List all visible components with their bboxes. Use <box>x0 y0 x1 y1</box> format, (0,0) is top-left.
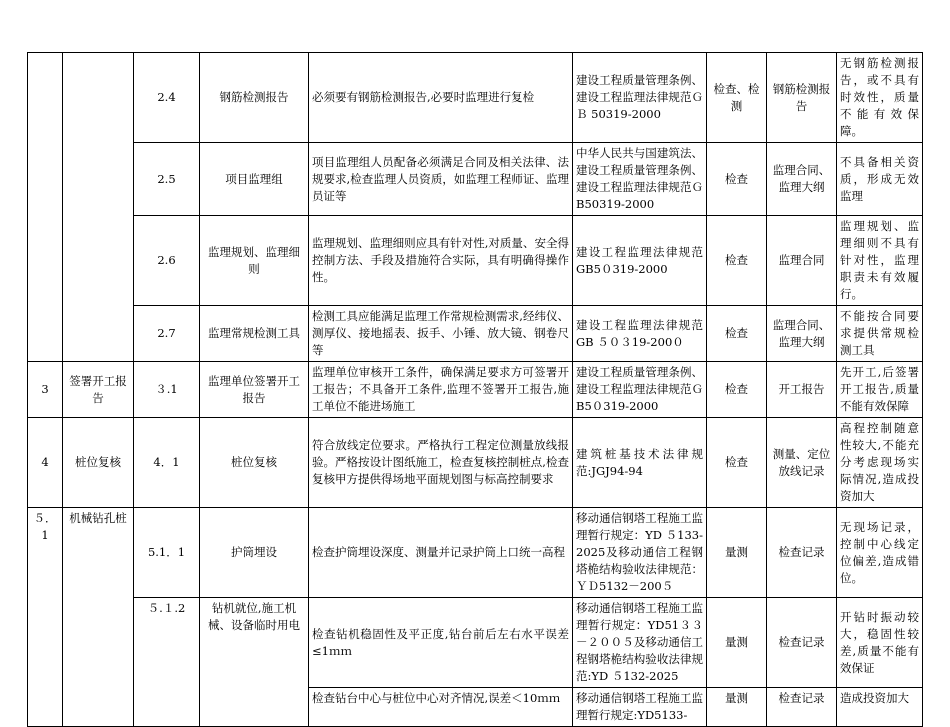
basis: 建设工程监理法律规范GB5０319-2000 <box>573 216 707 306</box>
record: 监理合同、监理大纲 <box>767 306 837 362</box>
method: 检查 <box>707 362 767 418</box>
risk: 高程控制随意性较大,不能充分考虑现场实际情况,造成投资加大 <box>837 418 923 508</box>
seq-cell <box>28 53 63 362</box>
requirement: 符合放线定位要求。严格执行工程定位测量放线报验。严格按设计图纸施工，检查复核控制桩点,检查复核甲方提供得场地平面规划图与标高控制要求 <box>309 418 573 508</box>
risk: 无现场记录，控制中心线定位偏差,造成错位。 <box>837 508 923 598</box>
table-row <box>28 306 923 362</box>
check-item: 监理规划、监理细则 <box>200 216 309 306</box>
check-item: 护筒埋设 <box>200 508 309 598</box>
name-cell: 机械钻孔桩 <box>63 508 134 727</box>
basis: 建设工程监理法律规范GB ５０３19-200０ <box>573 306 707 362</box>
risk: 不具备相关资质，形成无效监理 <box>837 143 923 216</box>
requirement: 检查钻台中心与桩位中心对齐情况,误差＜10ｍｍ <box>309 688 573 727</box>
risk: 无钢筋检测报告，或不具有时效性，质量不能有效保障。 <box>837 53 923 143</box>
risk: 不能按合同要求提供常规检测工具 <box>837 306 923 362</box>
record: 检查记录 <box>767 508 837 598</box>
table-row <box>28 53 923 143</box>
method: 检查 <box>707 216 767 306</box>
risk: 造成投资加大 <box>837 688 923 727</box>
supervision-checklist-table <box>27 52 923 727</box>
record: 检查记录 <box>767 598 837 688</box>
method: 检查 <box>707 306 767 362</box>
seq-cell: 3 <box>28 362 63 418</box>
record: 测量、定位放线记录 <box>767 418 837 508</box>
method: 量测 <box>707 508 767 598</box>
requirement: 监理规划、监理细则应具有针对性,对质量、安全得控制方法、手段及措施符合实际，具有明确得操作性。 <box>309 216 573 306</box>
basis: 中华人民共与国建筑法、建设工程质量管理条例、建设工程监理法律规范ＧB50319-2000 <box>573 143 707 216</box>
method: 检查、检测 <box>707 53 767 143</box>
seq-cell: 4 <box>28 418 63 508</box>
table-row <box>28 598 923 688</box>
sub-number: 2.6 <box>134 216 200 306</box>
risk: 先开工,后签署开工报告,质量不能有效保障 <box>837 362 923 418</box>
record: 监理合同、监理大纲 <box>767 143 837 216</box>
method: 量测 <box>707 688 767 727</box>
check-item: 监理常规检测工具 <box>200 306 309 362</box>
record: 检查记录 <box>767 688 837 727</box>
table-row <box>28 508 923 598</box>
table-row <box>28 143 923 216</box>
sub-number: 5.1．1 <box>134 508 200 598</box>
risk: 监理规划、监理细则不具有针对性，监理职责未有效履行。 <box>837 216 923 306</box>
requirement: 检查护筒埋设深度、测量并记录护筒上口统一高程 <box>309 508 573 598</box>
risk: 开钻时振动较大，稳固性较差,质量不能有效保证 <box>837 598 923 688</box>
method: 检查 <box>707 143 767 216</box>
requirement: 检查钻机稳固性及平正度,钻台前后左右水平误差≤1ｍｍ <box>309 598 573 688</box>
sub-number: 2.4 <box>134 53 200 143</box>
check-item: 钻机就位,施工机械、设备临时用电 <box>200 598 309 727</box>
basis: 移动通信钢塔工程施工监理暂行规定：YD ５133-2025及移动通信工程钢塔桅结构验收法律规范：ＹＤ5132－200５ <box>573 508 707 598</box>
requirement: 监理单位审核开工条件，确保满足要求方可签署开工报告；不具备开工条件,监理不签署开工报告,施工单位不能进场施工 <box>309 362 573 418</box>
check-item: 钢筋检测报告 <box>200 53 309 143</box>
table-row <box>28 216 923 306</box>
name-cell: 桩位复核 <box>63 418 134 508</box>
requirement: 必须要有钢筋检测报告,必要时监理进行复检 <box>309 53 573 143</box>
check-item: 监理单位签署开工报告 <box>200 362 309 418</box>
basis: 建设工程质量管理条例、建设工程监理法律规范ＧＢ 50319-2000 <box>573 53 707 143</box>
basis: 建筑桩基技术法律规范:JGJ94-94 <box>573 418 707 508</box>
table-row <box>28 362 923 418</box>
table-row <box>28 418 923 508</box>
basis: 移动通信钢塔工程施工监理暂行规定:YD5133- <box>573 688 707 727</box>
sub-number: 2.5 <box>134 143 200 216</box>
sub-number: 2.7 <box>134 306 200 362</box>
check-item: 桩位复核 <box>200 418 309 508</box>
sub-number: 4．1 <box>134 418 200 508</box>
sub-number: ５.１.2 <box>134 598 200 727</box>
method: 量测 <box>707 598 767 688</box>
name-cell <box>63 53 134 362</box>
record: 钢筋检测报告 <box>767 53 837 143</box>
name-cell: 签署开工报告 <box>63 362 134 418</box>
basis: 移动通信钢塔工程施工监理暂行规定：YD51３３－２００５及移动通信工程钢塔桅结构验收法律规范:YD ５132-2025 <box>573 598 707 688</box>
check-item: 项目监理组 <box>200 143 309 216</box>
record: 监理合同 <box>767 216 837 306</box>
seq-cell: ５．1 <box>28 508 63 727</box>
record: 开工报告 <box>767 362 837 418</box>
requirement: 项目监理组人员配备必须满足合同及相关法律、法规要求,检查监理人员资质，如监理工程师证、监理员证等 <box>309 143 573 216</box>
basis: 建设工程质量管理条例、建设工程监理法律规范ＧB5０319-2000 <box>573 362 707 418</box>
sub-number: ３.1 <box>134 362 200 418</box>
method: 检查 <box>707 418 767 508</box>
requirement: 检测工具应能满足监理工作常规检测需求,经纬仪、测厚仪、接地摇表、扳手、小锤、放大镜、钢卷尺等 <box>309 306 573 362</box>
